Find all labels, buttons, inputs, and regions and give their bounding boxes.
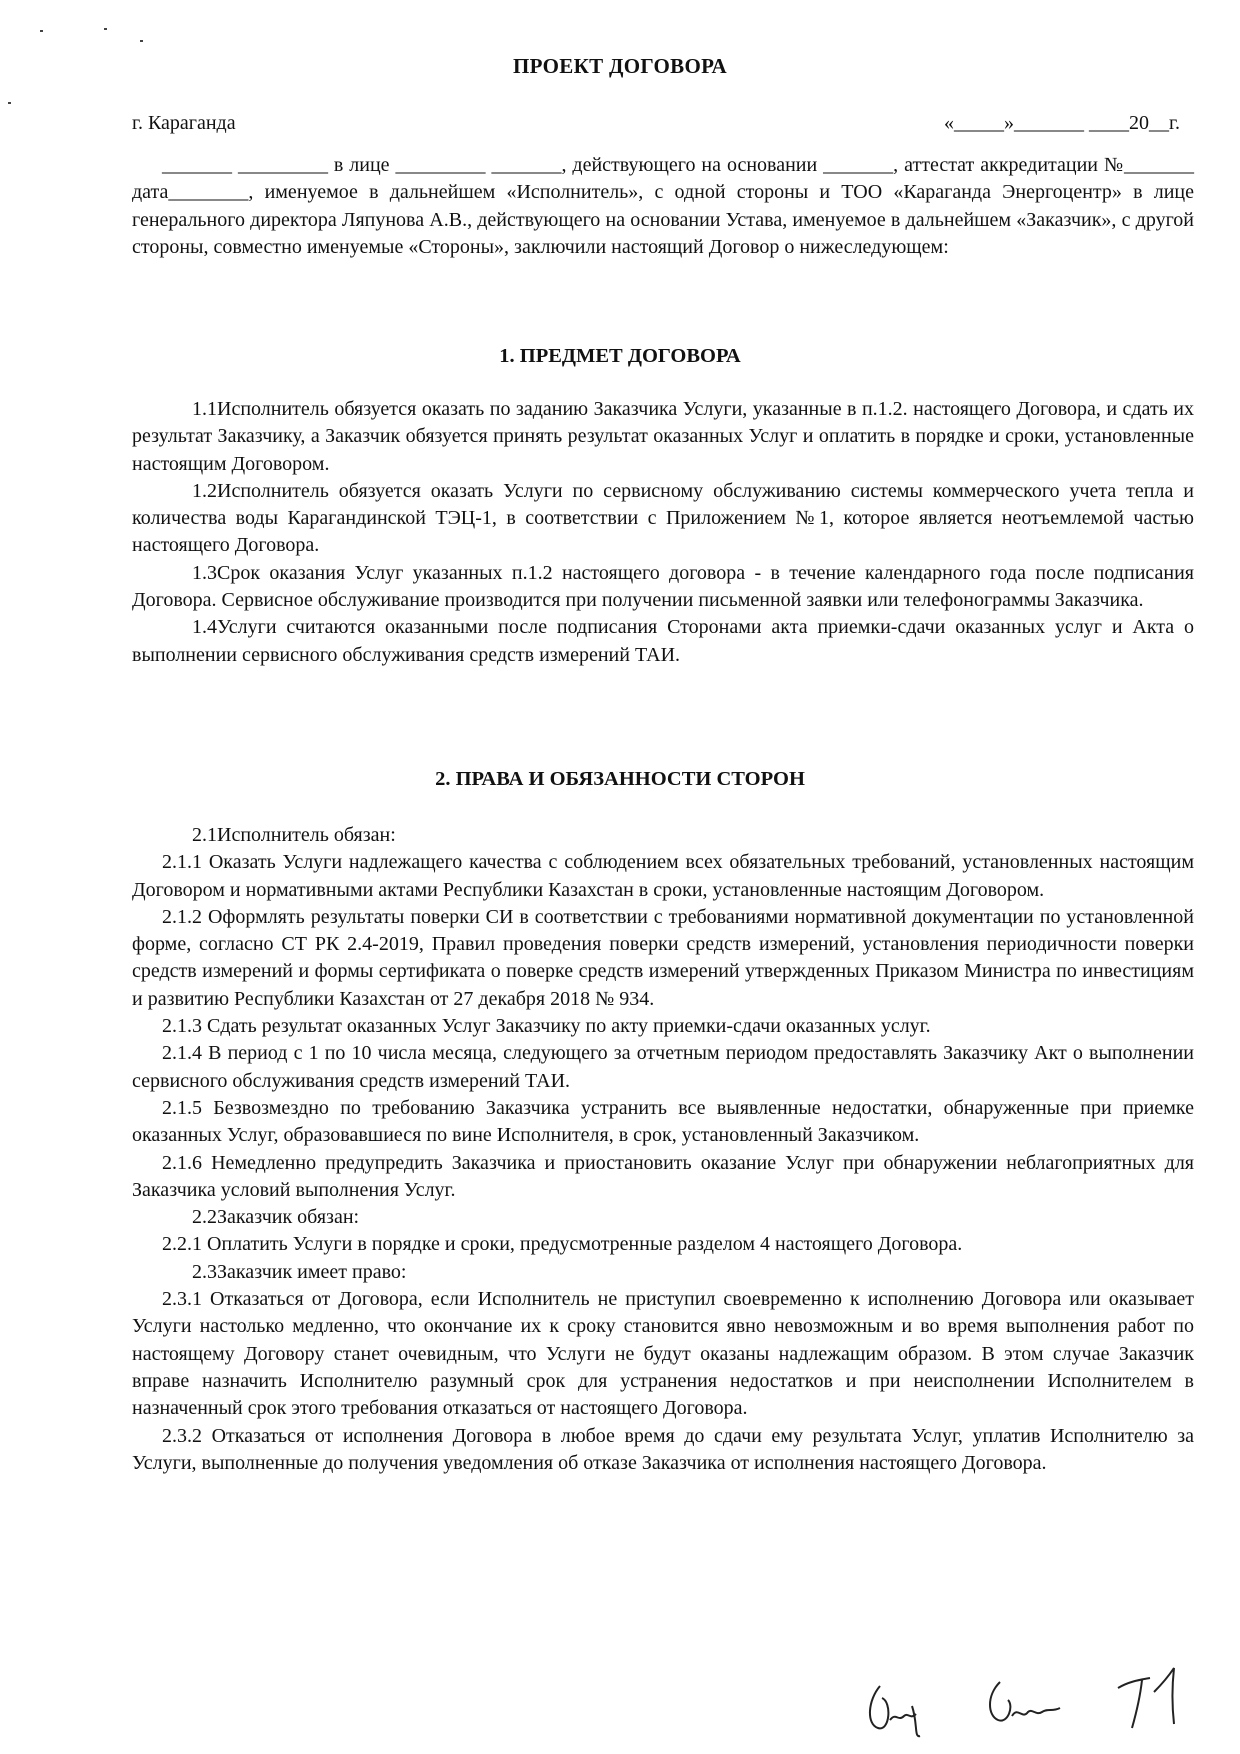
clause-text: Исполнитель обязуется оказать по заданию Заказчика Услуги, указанные в п.1.2. настоящего Договора, и сдать их результат Заказчику, а Заказчик обязуется принять результат оказанных Услуг и оплатить в порядке и сроки, установленные настоящим Договором. bbox=[132, 398, 1194, 475]
clause bbox=[132, 904, 1194, 1013]
clause bbox=[132, 1013, 1194, 1040]
clause bbox=[132, 396, 1194, 478]
clause-number: 2.3.1 bbox=[162, 1288, 202, 1311]
clause-number: 1.4 bbox=[192, 616, 217, 639]
section-2-heading: 2. ПРАВА И ОБЯЗАННОСТИ СТОРОН bbox=[435, 768, 805, 790]
clause-text: Срок оказания Услуг указанных п.1.2 настоящего договора - в течение календарного года после подписания Договора. Сервисное обслуживание производится при получении письменной заявки или телефонограммы Заказчика. bbox=[132, 561, 1194, 612]
clause-text: Оформлять результаты поверки СИ в соответствии с требованиями нормативной документации по установленной форме, согласно СТ РК 2.4-2019, Правил проведения поверки средств измерений, установления периодичности поверки средств измерений и формы сертификата о поверке средств измерений утвержденных Приказом Министра по инвестициям и развитию Республики Казахстан от 27 декабря 2018 № 934. bbox=[132, 905, 1195, 1010]
signature-mark bbox=[1114, 1662, 1194, 1732]
clause bbox=[132, 1259, 1194, 1286]
clause-number: 2.3 bbox=[192, 1260, 217, 1283]
signature-mark bbox=[978, 1676, 1064, 1742]
clause bbox=[132, 478, 1194, 560]
clause bbox=[132, 822, 1194, 849]
clause bbox=[132, 560, 1194, 615]
clause-number: 2.1.1 bbox=[162, 851, 202, 874]
clause-text: Безвозмездно по требованию Заказчика устранить все выявленные недостатки, обнаруженные при приемке оказанных Услуг, образовавшиеся по вине Исполнителя, в срок, установленный Заказчиком. bbox=[132, 1096, 1195, 1147]
clause-text: Заказчик обязан: bbox=[217, 1206, 360, 1229]
clause bbox=[132, 1095, 1194, 1150]
section-2 bbox=[132, 822, 1194, 1477]
clause bbox=[132, 1286, 1194, 1422]
clause bbox=[132, 1231, 1194, 1258]
clause-text: Отказаться от исполнения Договора в любое время до сдачи ему результата Услуг, уплатив Исполнителю за Услуги, выполненные до получения уведомления об отказе Заказчика от исполнения настоящего Договора. bbox=[132, 1424, 1195, 1474]
scan-speck bbox=[8, 102, 11, 104]
clause-text: Заказчик имеет право: bbox=[217, 1260, 407, 1283]
scan-speck bbox=[140, 40, 143, 42]
section-1 bbox=[132, 396, 1194, 669]
clause bbox=[132, 1204, 1194, 1231]
document-title: ПРОЕКТ ДОГОВОРА bbox=[513, 54, 727, 78]
clause-number: 2.3.2 bbox=[162, 1424, 202, 1447]
city: г. Караганда bbox=[132, 112, 236, 134]
clause-number: 2.1.6 bbox=[162, 1151, 202, 1174]
clause-text: Сдать результат оказанных Услуг Заказчику по акту приемки-сдачи оказанных услуг. bbox=[207, 1015, 931, 1038]
section-1-heading: 1. ПРЕДМЕТ ДОГОВОРА bbox=[499, 345, 741, 367]
clause-number: 2.1.2 bbox=[162, 905, 202, 928]
signature-mark bbox=[862, 1676, 932, 1742]
clause-text: Оплатить Услуги в порядке и сроки, предусмотренные разделом 4 настоящего Договора. bbox=[207, 1233, 963, 1256]
clause-number: 2.2.1 bbox=[162, 1233, 202, 1256]
clause bbox=[132, 1150, 1194, 1205]
clause-text: Немедленно предупредить Заказчика и приостановить оказание Услуг при обнаружении неблагоприятных для Заказчика условий выполнения Услуг. bbox=[132, 1151, 1194, 1201]
clause-text: Оказать Услуги надлежащего качества с соблюдением всех обязательных требований, установленных настоящим Договором и нормативными актами Республики Казахстан в сроки, установленные настоящим Договором. bbox=[132, 851, 1195, 901]
clause-number: 2.1 bbox=[192, 824, 217, 846]
clause bbox=[132, 849, 1194, 904]
clause bbox=[132, 1040, 1194, 1095]
clause-text: Услуги считаются оказанными после подписания Сторонами акта приемки-сдачи оказанных услуг и Акта о выполнении сервисного обслуживания средств измерений ТАИ. bbox=[132, 616, 1194, 666]
clause-text: Исполнитель обязуется оказать Услуги по сервисному обслуживанию системы коммерческого учета тепла и количества воды Карагандинской ТЭЦ-1, в соответствии с Приложением №1, которое является неотъемлемой частью настоящего Договора. bbox=[132, 479, 1194, 557]
contract-date: «_____»_______ ____20__г. bbox=[944, 112, 1180, 134]
scan-speck bbox=[104, 28, 107, 30]
clause-number: 1.2 bbox=[192, 479, 217, 502]
clause bbox=[132, 1423, 1194, 1478]
clause bbox=[132, 614, 1194, 669]
clause-number: 2.2 bbox=[192, 1206, 217, 1229]
preamble-text: _______ _________ в лице _________ _______, действующего на основании _______, аттестат аккредитации №_______ дата________, именуемое в дальнейшем «Исполнитель», с одной стороны и ТОО «Караганда Энергоцентр» в лице генерального директора Ляпунова А.В., действующего на основании Устава, именуемое в дальнейшем «Заказчик», с другой стороны, совместно именуемые «Стороны», заключили настоящий Договор о нижеследующем: bbox=[132, 154, 1194, 258]
clause-text: Исполнитель обязан: bbox=[217, 824, 396, 846]
clause-number: 1.1 bbox=[192, 398, 217, 420]
scan-speck bbox=[40, 30, 43, 32]
clause-number: 2.1.3 bbox=[162, 1015, 202, 1038]
clause-text: В период с 1 по 10 числа месяца, следующего за отчетным периодом предоставлять Заказчику Акт о выполнении сервисного обслуживания средств измерений ТАИ. bbox=[132, 1042, 1194, 1092]
clause-number: 2.1.4 bbox=[162, 1042, 202, 1065]
clause-number: 2.1.5 bbox=[162, 1096, 202, 1119]
preamble bbox=[132, 152, 1194, 261]
clause-number: 1.3 bbox=[192, 561, 217, 584]
clause-text: Отказаться от Договора, если Исполнитель не приступил своевременно к исполнению Договора или оказывает Услуги настолько медленно, что окончание их к сроку становится явно невозможным и во время выполнения работ по настоящему Договору станет очевидным, что Услуги не будут оказаны надлежащим образом. В этом случае Заказчик вправе назначить Исполнителю разумный срок для устранения недостатков и при неисполнении Исполнителем в назначенный срок этого требования отказаться от настоящего Договора. bbox=[132, 1288, 1194, 1420]
